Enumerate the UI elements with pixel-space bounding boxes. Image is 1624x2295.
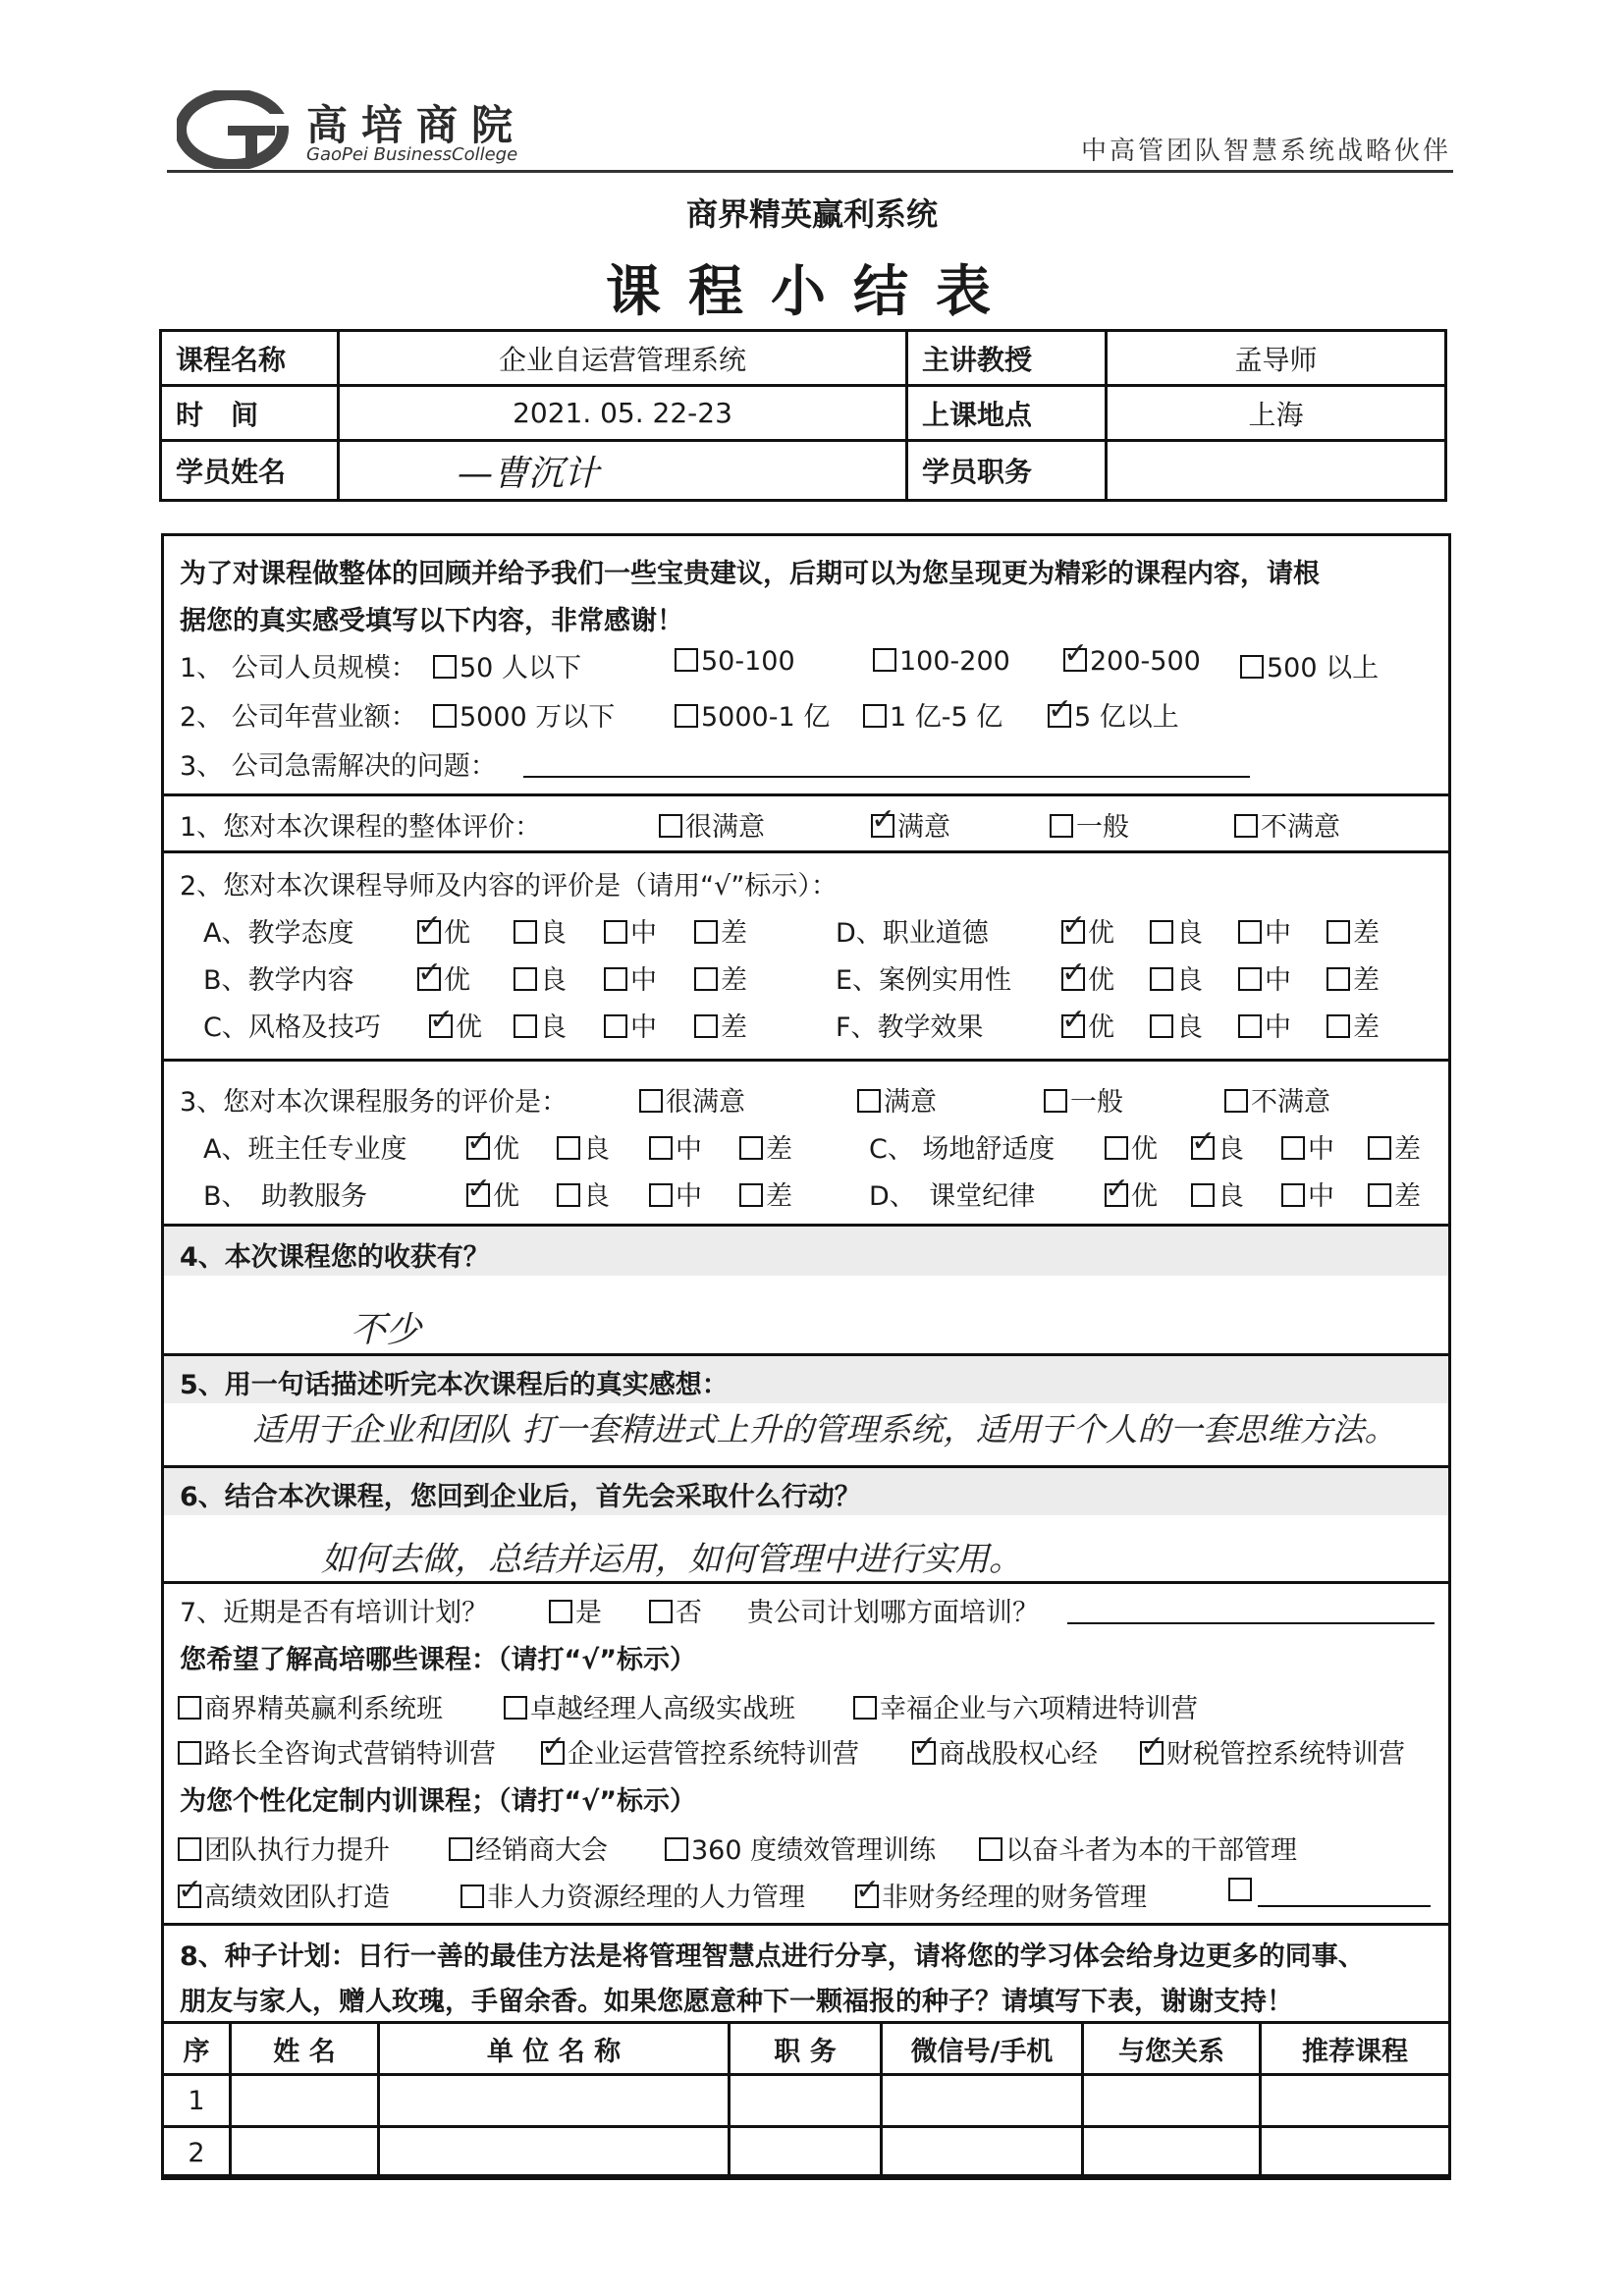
checkbox-icon [178,1837,201,1861]
grade-medium[interactable]: 中 [604,1006,657,1044]
revenue-option-2[interactable]: 5000-1 亿 [675,695,830,734]
size-option-3[interactable]: 100-200 [873,646,1010,677]
custom-option-other[interactable] [1228,1876,1255,1906]
checkbox-icon [433,704,457,728]
col-index: 序 [163,2023,231,2075]
checkbox-icon [694,920,718,944]
grade-good[interactable]: 良 [1150,1006,1203,1044]
checkbox-checked-icon [1191,1136,1215,1160]
checkbox-icon [1150,967,1173,991]
intro-line-2: 据您的真实感受填写以下内容，非常感谢！ [180,606,683,636]
col-name: 姓 名 [231,2023,379,2075]
eval-teaching-effect: F、教学效果 [836,1012,984,1043]
grade-poor[interactable]: 差 [694,1006,747,1044]
checkbox-checked-icon [1063,648,1087,672]
checkbox-checked-icon [178,1885,201,1908]
urgent-problem-input[interactable] [523,776,1250,778]
checkbox-icon [178,1696,201,1720]
course-option-happy-enterprise[interactable]: 幸福企业与六项精进特训营 [853,1687,1198,1725]
grade-medium[interactable]: 中 [1281,1175,1334,1213]
checkbox-icon [1238,920,1262,944]
service-satisfied[interactable]: 满意 [857,1080,937,1119]
checkbox-checked-icon [417,920,441,944]
checkbox-icon [604,1014,627,1038]
teacher-value[interactable]: 孟导师 [1107,331,1446,386]
col-wechat-phone: 微信号/手机 [882,2023,1083,2075]
grade-poor[interactable]: 差 [739,1127,792,1166]
checkbox-icon [979,1837,1002,1861]
checkbox-icon [1044,1089,1067,1113]
course-option-finance-tax[interactable]: ✓ 财税管控系统特训营 [1140,1732,1405,1771]
course-option-elite-profit[interactable]: 商界精英赢利系统班 [178,1687,443,1725]
checkbox-icon [604,920,627,944]
grade-excellent[interactable]: ✓ 优 [417,911,470,950]
checkbox-icon [1326,1014,1350,1038]
grade-poor[interactable]: 差 [1326,1006,1380,1044]
custom-course-label: 为您个性化定制内训课程；（请打“√”标示） [180,1786,696,1817]
service-unsatisfied[interactable]: 不满意 [1224,1080,1330,1119]
checkbox-icon [1326,920,1350,944]
table-row: 1 [163,2075,1450,2127]
custom-option-dealer[interactable]: 经销商大会 [449,1829,608,1867]
brand-name: 高培商院 [306,101,527,149]
checkbox-icon [1150,920,1173,944]
feeling-answer[interactable]: 适用于企业和团队 打一套精进式上升的管理系统，适用于个人的一套思维方法。 [252,1410,1397,1448]
checkbox-checked-icon [541,1741,565,1765]
service-very-satisfied[interactable]: 很满意 [639,1080,745,1119]
size-option-1[interactable]: 50 人以下 [433,646,581,684]
feeling-label: 5、用一句话描述听完本次课程后的真实感想： [180,1370,729,1400]
form-title: 课程小结表 [606,260,1018,324]
checkbox-icon [1281,1183,1305,1207]
checkbox-checked-icon [466,1183,490,1207]
action-label: 6、结合本次课程，您回到企业后，首先会采取什么行动？ [180,1482,861,1512]
overall-average[interactable]: 一般 [1050,805,1129,844]
training-yes[interactable]: 是 [549,1591,602,1629]
company-size-label: 1、 公司人员规模： [180,653,417,683]
checkbox-icon [1238,967,1262,991]
col-relationship: 与您关系 [1083,2023,1261,2075]
grade-excellent[interactable]: ✓ 优 [1061,1006,1114,1044]
custom-option-cadre[interactable]: 以奋斗者为本的干部管理 [979,1829,1297,1867]
grade-poor[interactable]: 差 [694,911,747,950]
grade-excellent[interactable]: 优 [1105,1127,1158,1166]
grade-excellent[interactable]: ✓ 优 [417,958,470,997]
time-label: 时 间 [161,386,339,441]
custom-option-execution[interactable]: 团队执行力提升 [178,1829,390,1867]
revenue-option-3[interactable]: 1 亿-5 亿 [863,695,1002,734]
checkbox-icon [178,1741,201,1765]
time-value[interactable]: 2021. 05. 22-23 [339,386,907,441]
checkbox-icon [1326,967,1350,991]
course-option-equity[interactable]: ✓ 商战股权心经 [912,1732,1098,1771]
grade-good[interactable]: 良 [514,911,567,950]
size-option-5[interactable]: 500 以上 [1240,646,1379,684]
service-eval-label: 3、您对本次课程服务的评价是： [180,1087,568,1118]
course-name-value[interactable]: 企业自运营管理系统 [339,331,907,386]
checkbox-icon [863,704,887,728]
place-value[interactable]: 上海 [1107,386,1446,441]
course-option-manager[interactable]: 卓越经理人高级实战班 [504,1687,795,1725]
checkbox-icon [739,1183,763,1207]
grade-medium[interactable]: 中 [1238,1006,1291,1044]
eval-teaching-attitude: A、教学态度 [203,918,354,949]
checkbox-icon [1228,1878,1252,1901]
revenue-option-4[interactable]: ✓ 5 亿以上 [1048,695,1179,734]
eval-teaching-content: B、教学内容 [203,965,354,996]
checkbox-icon [649,1600,673,1623]
col-company: 单 位 名 称 [379,2023,730,2075]
overall-very-satisfied[interactable]: 很满意 [659,805,765,844]
table-row: 2 [163,2127,1450,2179]
custom-option-finance[interactable]: ✓ 非财务经理的财务管理 [855,1876,1147,1914]
checkbox-checked-icon [1061,1014,1085,1038]
course-wish-label: 您希望了解高培哪些课程：（请打“√”标示） [180,1645,696,1675]
grade-medium[interactable]: 中 [649,1127,702,1166]
position-value[interactable] [1107,441,1446,501]
custom-option-360[interactable]: 360 度绩效管理训练 [665,1829,936,1867]
checkbox-icon [739,1136,763,1160]
checkbox-checked-icon [1048,704,1071,728]
checkbox-icon [873,648,896,672]
grade-medium[interactable]: 中 [604,911,657,950]
grade-poor[interactable]: 差 [739,1175,792,1213]
grade-poor[interactable]: 差 [694,958,747,997]
checkbox-icon [659,814,682,838]
grade-medium[interactable]: 中 [1281,1127,1334,1166]
grade-excellent[interactable]: ✓ 优 [466,1127,519,1166]
checkbox-icon [694,967,718,991]
student-name-value[interactable]: —曹沉计 [339,441,907,501]
checkbox-icon [557,1136,580,1160]
gain-label: 4、本次课程您的收获有？ [180,1242,490,1273]
system-title: 商界精英赢利系统 [685,195,938,233]
grade-good[interactable]: 良 [514,1006,567,1044]
eval-venue-comfort: C、 场地舒适度 [869,1134,1056,1165]
overall-eval-label: 1、您对本次课程的整体评价： [180,812,542,843]
eval-case-practicality: E、案例实用性 [836,965,1012,996]
custom-other-input[interactable] [1258,1905,1431,1907]
survey-form [161,533,1451,2177]
teacher-eval-label: 2、您对本次课程导师及内容的评价是（请用“√”标示）： [180,871,838,902]
checkbox-icon [514,920,537,944]
checkbox-checked-icon [466,1136,490,1160]
grade-medium[interactable]: 中 [604,958,657,997]
checkbox-checked-icon [1105,1183,1128,1207]
checkbox-icon [514,967,537,991]
checkbox-icon [1281,1136,1305,1160]
checkbox-icon [1191,1183,1215,1207]
training-area-label: 贵公司计划哪方面培训？ [747,1598,1039,1628]
checkbox-icon [1050,814,1073,838]
checkbox-checked-icon [429,1014,453,1038]
grade-poor[interactable]: 差 [1326,911,1380,950]
grade-excellent[interactable]: ✓ 优 [1061,911,1114,950]
checkbox-icon [853,1696,877,1720]
col-position: 职 务 [730,2023,882,2075]
grade-good[interactable]: 良 [557,1127,610,1166]
student-name-label: 学员姓名 [161,441,339,501]
checkbox-checked-icon [855,1885,879,1908]
checkbox-icon [1368,1136,1391,1160]
checkbox-icon [1224,1089,1248,1113]
checkbox-icon [549,1600,572,1623]
intro-line-1: 为了对课程做整体的回顾并给予我们一些宝贵建议，后期可以为您呈现更为精彩的课程内容，请根 [180,559,1320,589]
checkbox-icon [1238,1014,1262,1038]
eval-style-skills: C、风格及技巧 [203,1012,381,1043]
custom-option-hr[interactable]: 非人力资源经理的人力管理 [460,1876,805,1914]
checkbox-checked-icon [417,967,441,991]
training-no[interactable]: 否 [649,1591,702,1629]
seed-plan-line-1: 8、种子计划：日行一善的最佳方法是将管理智慧点进行分享，请将您的学习体会给身边更多的同事、 [180,1941,1365,1972]
checkbox-icon [665,1837,688,1861]
tagline: 中高管团队智慧系统战略伙伴 [1080,137,1451,166]
checkbox-icon [1240,655,1264,679]
course-option-marketing[interactable]: 路长全咨询式营销特训营 [178,1732,496,1771]
checkbox-icon [1234,814,1258,838]
seed-referral-table [161,2021,1451,2180]
eval-class-teacher: A、班主任专业度 [203,1134,407,1165]
grade-medium[interactable]: 中 [1238,911,1291,950]
eval-professional-ethics: D、职业道德 [836,918,989,949]
checkbox-icon [649,1183,673,1207]
custom-option-team[interactable]: ✓高绩效团队打造 [178,1876,390,1914]
grade-excellent[interactable]: ✓ 优 [429,1006,482,1044]
grade-good[interactable]: 良 [514,958,567,997]
checkbox-icon [694,1014,718,1038]
checkbox-icon [857,1089,881,1113]
grade-good[interactable]: 良 [1150,958,1203,997]
size-option-4[interactable]: ✓ 200-500 [1063,646,1201,677]
checkbox-icon [1150,1014,1173,1038]
company-revenue-label: 2、 公司年营业额： [180,702,417,733]
checkbox-icon [514,1014,537,1038]
checkbox-icon [1105,1136,1128,1160]
gaopei-logo-icon [177,90,293,169]
checkbox-checked-icon [1061,967,1085,991]
grade-medium[interactable]: 中 [1238,958,1291,997]
grade-excellent[interactable]: ✓ 优 [1061,958,1114,997]
checkbox-icon [649,1136,673,1160]
checkbox-icon [433,655,457,679]
course-name-label: 课程名称 [161,331,339,386]
grade-good[interactable]: 良 [1150,911,1203,950]
grade-excellent[interactable]: ✓ 优 [1105,1175,1158,1213]
gain-answer[interactable]: 不少 [351,1310,422,1350]
checkbox-icon [604,967,627,991]
training-plan-label: 7、近期是否有培训计划？ [180,1598,489,1628]
checkbox-checked-icon [871,814,894,838]
overall-unsatisfied[interactable]: 不满意 [1234,805,1340,844]
overall-satisfied[interactable]: ✓ 满意 [871,805,950,844]
checkbox-icon [460,1885,484,1908]
checkbox-icon [639,1089,663,1113]
grade-good[interactable]: 良 [1191,1175,1244,1213]
eval-assistant-service: B、 助教服务 [203,1181,368,1212]
checkbox-icon [675,648,698,672]
revenue-option-1[interactable]: 5000 万以下 [433,695,615,734]
size-option-2[interactable]: 50-100 [675,646,795,677]
header-divider [167,170,1453,173]
grade-good[interactable]: ✓ 良 [1191,1127,1244,1166]
service-average[interactable]: 一般 [1044,1080,1123,1119]
grade-poor[interactable]: 差 [1326,958,1380,997]
action-answer[interactable]: 如何去做，总结并运用，如何管理中进行实用。 [321,1540,1022,1579]
checkbox-icon [504,1696,527,1720]
eval-class-discipline: D、 课堂纪律 [869,1181,1036,1212]
checkbox-icon [1368,1183,1391,1207]
checkbox-checked-icon [1061,920,1085,944]
checkbox-icon [675,704,698,728]
grade-medium[interactable]: 中 [649,1175,702,1213]
place-label: 上课地点 [907,386,1107,441]
grade-good[interactable]: 良 [557,1175,610,1213]
position-label: 学员职务 [907,441,1107,501]
checkbox-checked-icon [1140,1741,1164,1765]
teacher-label: 主讲教授 [907,331,1107,386]
course-option-operation-control[interactable]: ✓ 企业运营管控系统特训营 [541,1732,859,1771]
course-info-table [159,329,1447,502]
grade-excellent[interactable]: ✓ 优 [466,1175,519,1213]
checkbox-checked-icon [912,1741,936,1765]
grade-poor[interactable]: 差 [1368,1175,1421,1213]
seed-plan-line-2: 朋友与家人，赠人玫瑰，手留余香。如果您愿意种下一颗福报的种子？请填写下表，谢谢支持！ [180,1987,1293,2017]
col-recommended-course: 推荐课程 [1261,2023,1450,2075]
urgent-problem-label: 3、 公司急需解决的问题： [180,751,497,782]
checkbox-icon [557,1183,580,1207]
checkbox-icon [449,1837,472,1861]
training-area-input[interactable] [1067,1622,1435,1624]
grade-poor[interactable]: 差 [1368,1127,1421,1166]
brand-english-name: GaoPei BusinessCollege [306,144,518,165]
